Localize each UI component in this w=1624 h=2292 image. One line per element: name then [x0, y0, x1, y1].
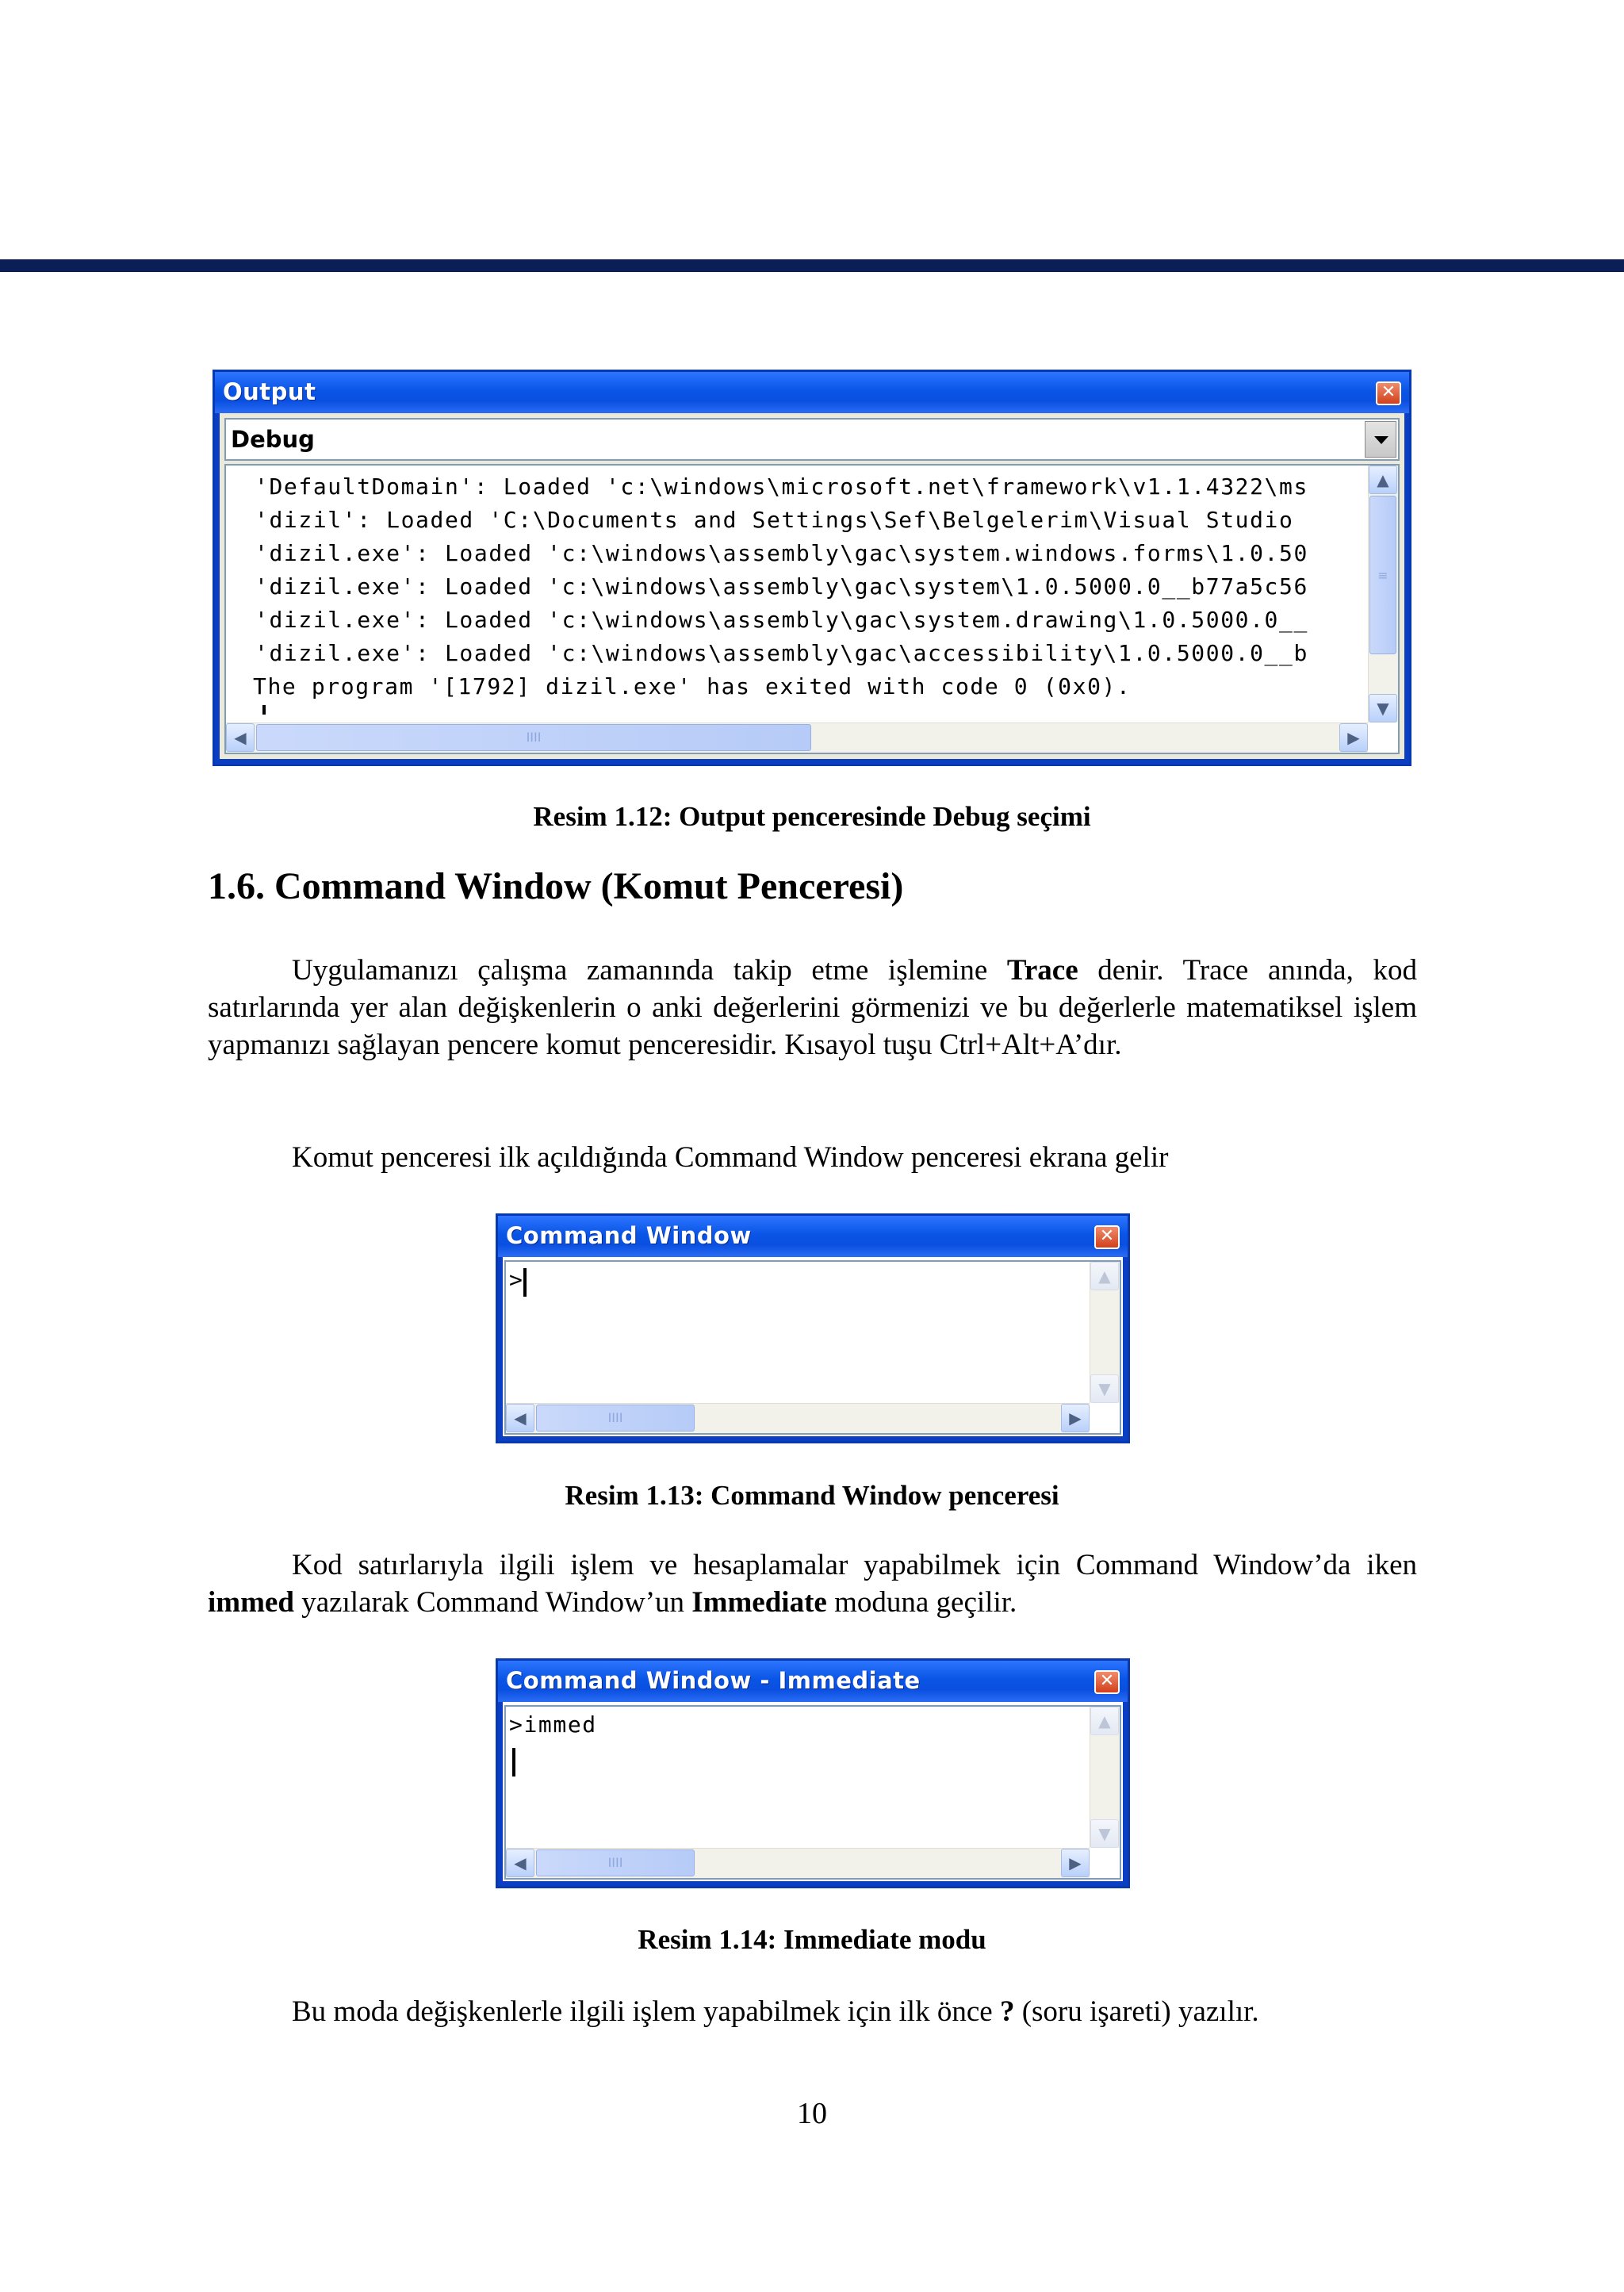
scroll-thumb[interactable]: ≡ — [1369, 496, 1396, 654]
scroll-down-icon[interactable]: ▼ — [1090, 1374, 1119, 1403]
bold-term: immed — [208, 1586, 294, 1619]
vertical-scrollbar[interactable] — [1368, 466, 1398, 722]
command-window — [496, 1213, 1130, 1443]
text-caret — [262, 705, 266, 715]
scroll-up-icon[interactable]: ▲ — [1090, 1262, 1119, 1290]
immediate-body — [503, 1702, 1123, 1881]
immediate-line: >immed — [509, 1711, 597, 1738]
paragraph-text: Bu moda değişkenlerle ilgili işlem yapabilmek için ilk önce — [292, 1995, 1000, 2028]
output-line: 'dizil.exe': Loaded 'c:\windows\assembly\gac\accessibility\1.0.5000.0__b — [255, 640, 1308, 666]
output-source-dropdown[interactable] — [224, 418, 1400, 461]
scroll-up-icon[interactable]: ▲ — [1090, 1707, 1119, 1735]
body-paragraph — [208, 1993, 1417, 2030]
output-line: 'dizil.exe': Loaded 'c:\windows\assembly\gac\system\1.0.5000.0__b77a5c56 — [255, 573, 1308, 600]
scroll-left-icon[interactable]: ◀ — [506, 1849, 534, 1877]
horizontal-scrollbar[interactable] — [506, 1848, 1090, 1878]
close-icon[interactable]: ✕ — [1094, 1670, 1120, 1694]
body-paragraph: Komut penceresi ilk açıldığında Command Window penceresi ekrana gelir — [292, 1141, 1169, 1174]
command-prompt: > — [509, 1267, 524, 1293]
figure-caption: Resim 1.13: Command Window penceresi — [565, 1480, 1059, 1511]
scroll-left-icon[interactable]: ◀ — [226, 723, 255, 752]
bold-term: Trace — [1006, 954, 1078, 987]
scroll-left-icon[interactable]: ◀ — [506, 1404, 534, 1432]
immediate-window — [496, 1658, 1130, 1888]
text-caret — [523, 1268, 527, 1297]
figure-caption: Resim 1.14: Immediate modu — [638, 1924, 986, 1955]
command-input-area[interactable] — [504, 1260, 1121, 1435]
vertical-scrollbar[interactable] — [1090, 1707, 1120, 1848]
paragraph-text: Kod satırlarıyla ilgili işlem ve hesaplamalar yapabilmek için Command Window’da iken — [292, 1549, 1417, 1581]
scroll-right-icon[interactable]: ▶ — [1061, 1849, 1090, 1877]
scroll-right-icon[interactable]: ▶ — [1061, 1404, 1090, 1432]
figure-caption: Resim 1.12: Output penceresinde Debug seçimi — [533, 801, 1091, 832]
scroll-right-icon[interactable]: ▶ — [1339, 723, 1368, 752]
chevron-down-icon[interactable] — [1365, 421, 1396, 458]
section-heading: 1.6. Command Window (Komut Penceresi) — [208, 865, 904, 907]
scroll-thumb[interactable]: IIII — [536, 1405, 695, 1432]
command-titlebar[interactable] — [498, 1216, 1128, 1257]
vertical-scrollbar[interactable] — [1090, 1262, 1120, 1403]
command-body — [503, 1257, 1123, 1436]
close-icon[interactable]: ✕ — [1094, 1225, 1120, 1249]
body-paragraph — [208, 1547, 1417, 1621]
paragraph-text: moduna geçilir. — [826, 1586, 1017, 1619]
scroll-thumb[interactable]: IIII — [536, 1849, 695, 1876]
paragraph-text: denir. Trace anında, kod satırlarında yer alan değişkenlerin o anki değerlerini görmenizi ve bu değerlerle matematiksel işlem yapmanızı sağlayan pencere komut penceresidir. Kısayol tuşu Ctrl+Alt+A’dır. — [208, 954, 1417, 1061]
scroll-thumb[interactable]: IIII — [256, 724, 811, 751]
horizontal-scrollbar[interactable] — [226, 722, 1368, 753]
output-line: 'dizil.exe': Loaded 'c:\windows\assembly\gac\system.windows.forms\1.0.50 — [255, 540, 1308, 566]
header-rule — [0, 259, 1624, 272]
output-titlebar[interactable] — [215, 372, 1409, 413]
output-title: Output — [223, 378, 316, 405]
text-caret — [512, 1748, 515, 1776]
immediate-titlebar[interactable] — [498, 1661, 1128, 1702]
output-line: 'DefaultDomain': Loaded 'c:\windows\microsoft.net\framework\v1.1.4322\ms — [255, 473, 1308, 500]
bold-term: Immediate — [691, 1586, 827, 1619]
paragraph-text: (soru işareti) yazılır. — [1014, 1995, 1259, 2028]
immediate-input-area[interactable] — [504, 1705, 1121, 1880]
body-paragraph — [208, 952, 1417, 1064]
dropdown-value: Debug — [231, 426, 315, 453]
close-icon[interactable]: ✕ — [1376, 381, 1401, 405]
horizontal-scrollbar[interactable] — [506, 1403, 1090, 1433]
scroll-down-icon[interactable]: ▼ — [1090, 1819, 1119, 1848]
paragraph-text: Uygulamanızı çalışma zamanında takip etme işlemine — [292, 954, 1007, 987]
scroll-down-icon[interactable]: ▼ — [1369, 694, 1397, 722]
bold-term: ? — [999, 1995, 1015, 2028]
page-number: 10 — [797, 2097, 827, 2130]
immediate-title: Command Window - Immediate — [506, 1667, 921, 1694]
output-window — [213, 370, 1411, 766]
command-title: Command Window — [506, 1222, 752, 1249]
paragraph-text: yazılarak Command Window’un — [293, 1586, 692, 1619]
scroll-up-icon[interactable]: ▲ — [1369, 466, 1397, 494]
output-line: 'dizil.exe': Loaded 'c:\windows\assembly\gac\system.drawing\1.0.5000.0__ — [255, 607, 1308, 633]
output-line: The program '[1792] dizil.exe' has exited with code 0 (0x0). — [253, 673, 1132, 699]
output-text-area[interactable] — [224, 464, 1400, 754]
output-body — [220, 413, 1404, 759]
output-line: 'dizil': Loaded 'C:\Documents and Settings\Sef\Belgelerim\Visual Studio — [255, 507, 1294, 533]
